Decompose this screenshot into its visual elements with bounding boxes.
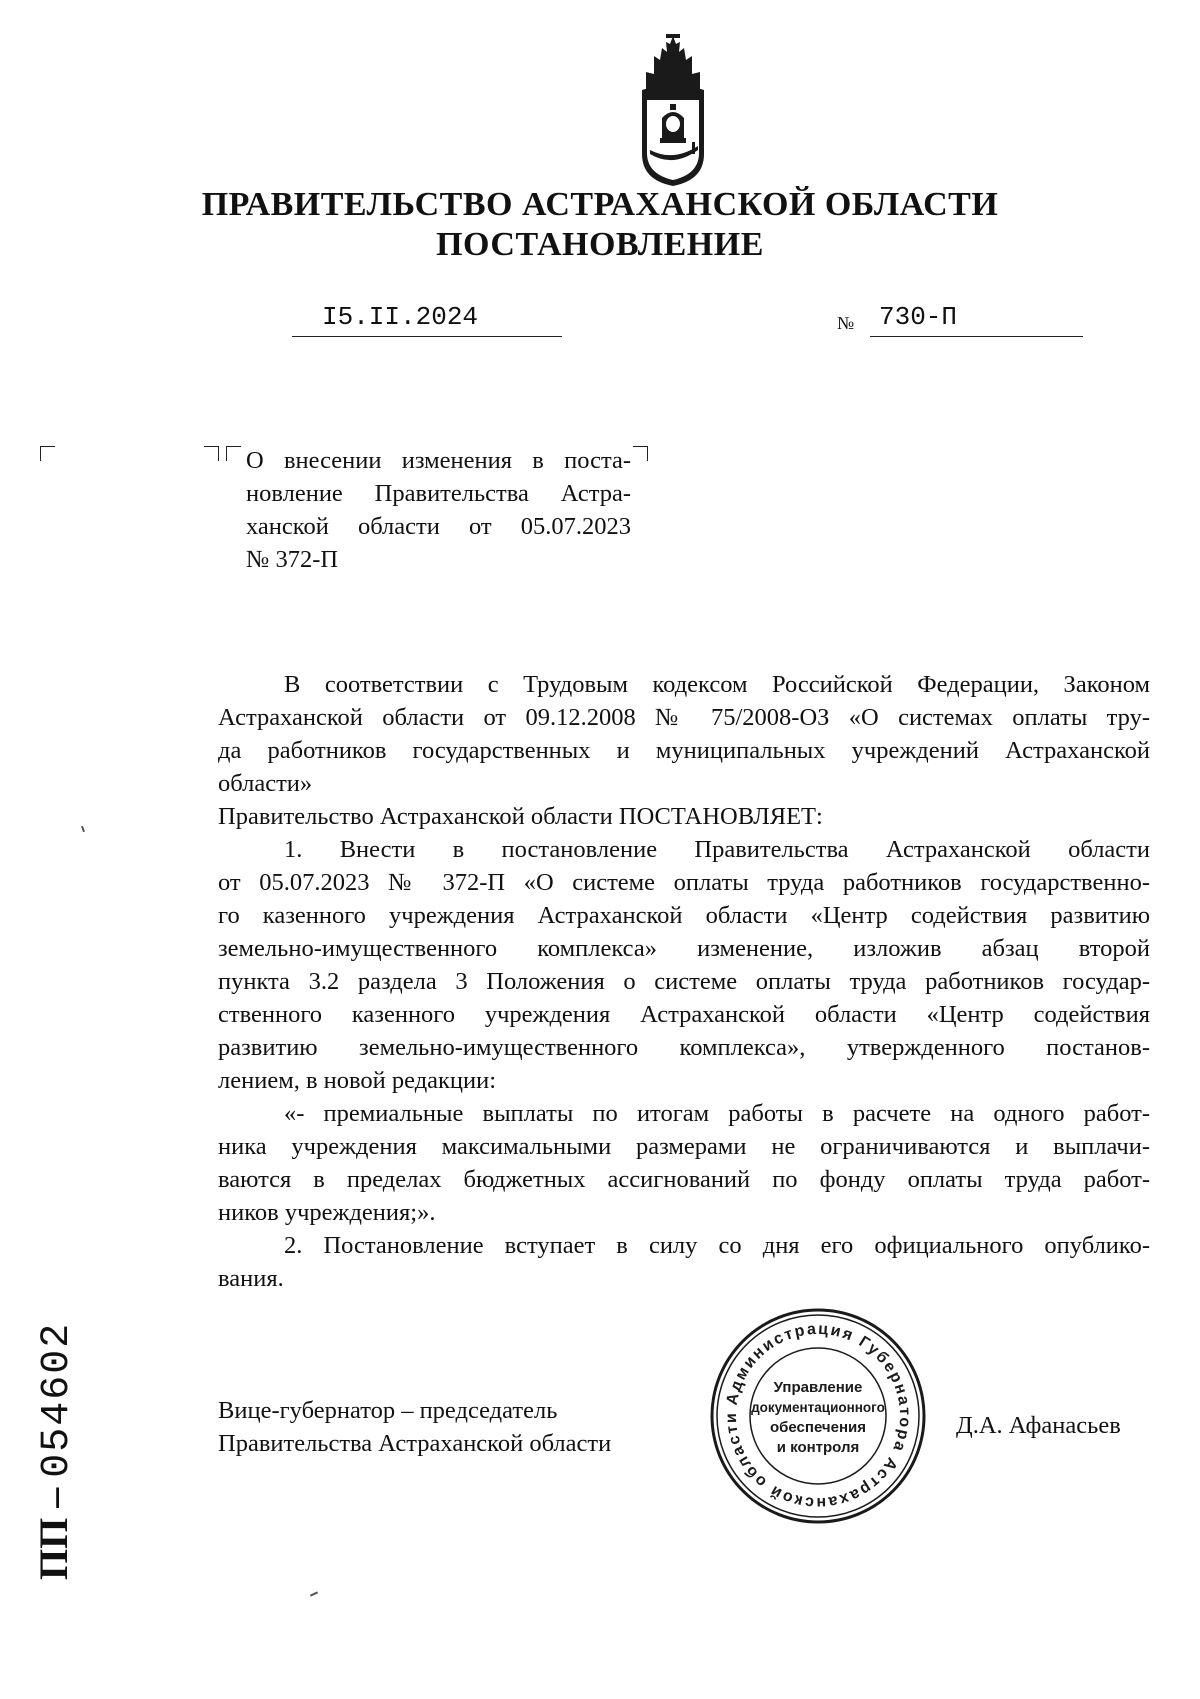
- subject-line: новление Правительства Астра-: [246, 480, 631, 507]
- body-line: 1. Внести в постановление Правительства Астраханской области: [284, 836, 1150, 863]
- government-title: ПРАВИТЕЛЬСТВО АСТРАХАНСКОЙ ОБЛАСТИ: [201, 186, 999, 223]
- serial-digits: 054602: [35, 1321, 80, 1478]
- subject-corner-mark: [204, 446, 219, 461]
- document-subject: [246, 444, 631, 576]
- official-stamp: [708, 1306, 928, 1526]
- signatory-position: [218, 1394, 611, 1460]
- body-line: Правительство Астраханской области ПОСТАНОВЛЯЕТ:: [218, 803, 823, 830]
- subject-corner-mark: [633, 446, 648, 461]
- form-serial-number: [30, 1322, 80, 1580]
- document-date: I5.II.2024: [322, 302, 479, 332]
- body-line: го казенного учреждения Астраханской области «Центр содействия развитию: [218, 902, 1150, 929]
- body-line: вания.: [218, 1265, 284, 1292]
- scan-speck: [81, 826, 85, 832]
- coat-of-arms-emblem: [636, 34, 710, 188]
- signatory-position-line: Правительства Астраханской области: [218, 1430, 612, 1457]
- margin-corner-mark: [40, 446, 55, 461]
- body-line: от 05.07.2023 № 372-П «О системе оплаты труда работников государственно-: [218, 869, 1150, 896]
- body-line: да работников государственных и муниципальных учреждений Астраханской: [218, 737, 1150, 764]
- serial-prefix: ПП –: [31, 1487, 76, 1580]
- body-line: ника учреждения максимальными размерами не ограничиваются и выплачи-: [218, 1133, 1150, 1160]
- body-line: ников учреждения;».: [218, 1199, 436, 1226]
- body-line: земельно-имущественного комплекса» изменение, изложив абзац второй: [218, 935, 1150, 962]
- scan-speck: [310, 1591, 318, 1596]
- subject-line: ханской области от 05.07.2023: [246, 513, 631, 540]
- stamp-center-line: обеспечения: [769, 1419, 867, 1436]
- subject-corner-mark: [226, 446, 241, 461]
- body-line: Астраханской области от 09.12.2008 № 75/2008-ОЗ «О системах оплаты тру-: [218, 704, 1150, 731]
- stamp-center-line: Управление: [773, 1379, 863, 1396]
- body-line: В соответствии с Трудовым кодексом Российской Федерации, Законом: [284, 671, 1150, 698]
- body-line: 2. Постановление вступает в силу со дня его официального опублико-: [284, 1232, 1150, 1259]
- body-line: «- премиальные выплаты по итогам работы в расчете на одного работ-: [284, 1100, 1150, 1127]
- body-line: ваются в пределах бюджетных ассигнований по фонду оплаты труда работ-: [218, 1166, 1150, 1193]
- body-line: лением, в новой редакции:: [218, 1067, 497, 1094]
- subject-line: № 372-П: [246, 546, 339, 573]
- document-number: 730-П: [879, 302, 958, 332]
- number-sign: №: [837, 313, 855, 333]
- signatory-position-line: Вице-губернатор – председатель: [218, 1397, 558, 1424]
- stamp-center-line: и контроля: [776, 1439, 860, 1456]
- body-line: области»: [218, 770, 313, 797]
- body-line: пункта 3.2 раздела 3 Положения о системе оплаты труда работников государ-: [218, 968, 1150, 995]
- stamp-center-line: документационного: [751, 1400, 885, 1415]
- body-line: развитию земельно-имущественного комплекса», утвержденного постанов-: [218, 1034, 1150, 1061]
- body-line: ственного казенного учреждения Астраханской области «Центр содействия: [218, 1001, 1150, 1028]
- signatory-name: Д.А. Афанасьев: [956, 1412, 1121, 1439]
- svg-text:Администрация Губернатора Астр: [723, 1321, 913, 1511]
- document-type-title: ПОСТАНОВЛЕНИЕ: [436, 226, 764, 263]
- subject-line: О внесении изменения в поста-: [246, 447, 631, 474]
- stamp-ring-text: Администрация Губернатора Астраханской области: [722, 1320, 914, 1512]
- document-body: [218, 668, 1150, 1295]
